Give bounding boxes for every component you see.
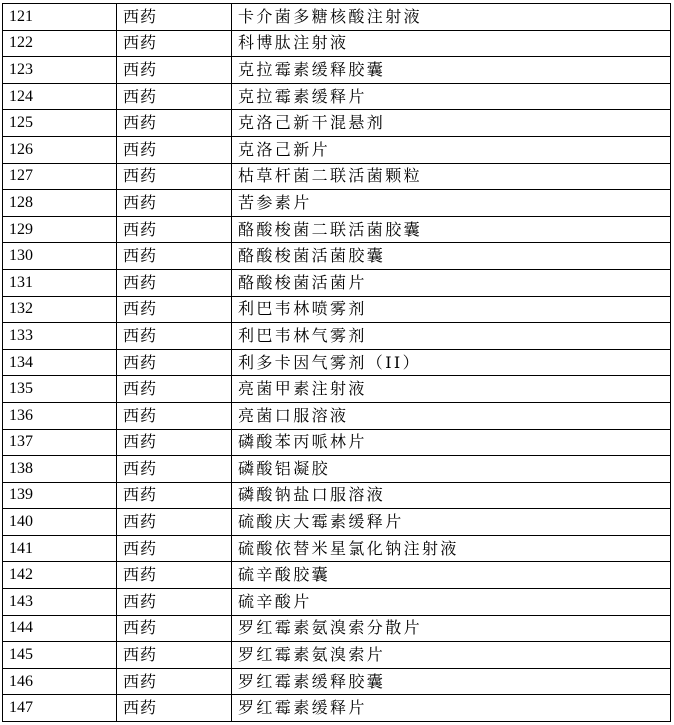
drug-type-cell: 西药 — [117, 349, 232, 376]
drug-type-cell: 西药 — [117, 589, 232, 616]
drug-type-cell: 西药 — [117, 190, 232, 217]
drug-type-cell: 西药 — [117, 642, 232, 669]
drug-list-table — [2, 3, 671, 722]
drug-name-cell: 硫辛酸胶囊 — [232, 562, 671, 589]
table-row — [3, 482, 671, 509]
table-row — [3, 216, 671, 243]
table-row — [3, 136, 671, 163]
drug-name-cell: 利巴韦林气雾剂 — [232, 323, 671, 350]
row-number-cell: 142 — [3, 562, 117, 589]
drug-type-cell: 西药 — [117, 163, 232, 190]
row-number-cell: 143 — [3, 589, 117, 616]
table-row — [3, 83, 671, 110]
drug-name-cell: 罗红霉素缓释胶囊 — [232, 668, 671, 695]
drug-name-cell: 磷酸苯丙哌林片 — [232, 429, 671, 456]
drug-name-cell: 罗红霉素氨溴索分散片 — [232, 615, 671, 642]
table-row — [3, 562, 671, 589]
table-row — [3, 269, 671, 296]
drug-name-cell: 硫酸庆大霉素缓释片 — [232, 509, 671, 536]
row-number-cell: 134 — [3, 349, 117, 376]
row-number-cell: 144 — [3, 615, 117, 642]
table-row — [3, 296, 671, 323]
table-row — [3, 323, 671, 350]
drug-name-cell: 磷酸钠盐口服溶液 — [232, 482, 671, 509]
drug-type-cell: 西药 — [117, 57, 232, 84]
drug-name-cell: 酪酸梭菌活菌片 — [232, 269, 671, 296]
drug-type-cell: 西药 — [117, 243, 232, 270]
row-number-cell: 129 — [3, 216, 117, 243]
row-number-cell: 121 — [3, 4, 117, 31]
row-number-cell: 132 — [3, 296, 117, 323]
drug-name-cell: 硫辛酸片 — [232, 589, 671, 616]
table-row — [3, 163, 671, 190]
table-row — [3, 243, 671, 270]
table-body — [3, 4, 671, 722]
drug-type-cell: 西药 — [117, 615, 232, 642]
drug-type-cell: 西药 — [117, 376, 232, 403]
row-number-cell: 123 — [3, 57, 117, 84]
drug-name-cell: 科博肽注射液 — [232, 30, 671, 57]
row-number-cell: 126 — [3, 136, 117, 163]
table-row — [3, 456, 671, 483]
row-number-cell: 140 — [3, 509, 117, 536]
drug-type-cell: 西药 — [117, 482, 232, 509]
row-number-cell: 135 — [3, 376, 117, 403]
drug-name-cell: 酪酸梭菌二联活菌胶囊 — [232, 216, 671, 243]
drug-name-cell: 苦参素片 — [232, 190, 671, 217]
row-number-cell: 130 — [3, 243, 117, 270]
drug-name-cell: 枯草杆菌二联活菌颗粒 — [232, 163, 671, 190]
drug-name-cell: 罗红霉素缓释片 — [232, 695, 671, 722]
row-number-cell: 124 — [3, 83, 117, 110]
row-number-cell: 141 — [3, 535, 117, 562]
drug-name-cell: 卡介菌多糖核酸注射液 — [232, 4, 671, 31]
drug-type-cell: 西药 — [117, 30, 232, 57]
row-number-cell: 146 — [3, 668, 117, 695]
drug-type-cell: 西药 — [117, 216, 232, 243]
table-row — [3, 642, 671, 669]
drug-name-cell: 罗红霉素氨溴索片 — [232, 642, 671, 669]
drug-name-cell: 硫酸依替米星氯化钠注射液 — [232, 535, 671, 562]
drug-type-cell: 西药 — [117, 136, 232, 163]
drug-name-cell: 克拉霉素缓释胶囊 — [232, 57, 671, 84]
table-row — [3, 4, 671, 31]
drug-type-cell: 西药 — [117, 562, 232, 589]
row-number-cell: 127 — [3, 163, 117, 190]
row-number-cell: 133 — [3, 323, 117, 350]
table-row — [3, 509, 671, 536]
table-row — [3, 349, 671, 376]
drug-name-cell: 克洛己新干混悬剂 — [232, 110, 671, 137]
drug-type-cell: 西药 — [117, 509, 232, 536]
table-row — [3, 429, 671, 456]
table-row — [3, 57, 671, 84]
row-number-cell: 138 — [3, 456, 117, 483]
drug-name-cell: 利巴韦林喷雾剂 — [232, 296, 671, 323]
drug-name-cell: 酪酸梭菌活菌胶囊 — [232, 243, 671, 270]
drug-name-cell: 克拉霉素缓释片 — [232, 83, 671, 110]
table-row — [3, 402, 671, 429]
drug-type-cell: 西药 — [117, 4, 232, 31]
table-row — [3, 695, 671, 722]
drug-type-cell: 西药 — [117, 296, 232, 323]
drug-type-cell: 西药 — [117, 456, 232, 483]
table-row — [3, 668, 671, 695]
drug-type-cell: 西药 — [117, 695, 232, 722]
drug-name-cell: 亮菌甲素注射液 — [232, 376, 671, 403]
drug-type-cell: 西药 — [117, 429, 232, 456]
table-row — [3, 190, 671, 217]
drug-type-cell: 西药 — [117, 402, 232, 429]
row-number-cell: 122 — [3, 30, 117, 57]
table-row — [3, 535, 671, 562]
row-number-cell: 147 — [3, 695, 117, 722]
row-number-cell: 128 — [3, 190, 117, 217]
table-row — [3, 30, 671, 57]
row-number-cell: 131 — [3, 269, 117, 296]
drug-type-cell: 西药 — [117, 668, 232, 695]
table-row — [3, 589, 671, 616]
row-number-cell: 145 — [3, 642, 117, 669]
drug-type-cell: 西药 — [117, 535, 232, 562]
row-number-cell: 136 — [3, 402, 117, 429]
table-row — [3, 376, 671, 403]
drug-name-cell: 亮菌口服溶液 — [232, 402, 671, 429]
drug-type-cell: 西药 — [117, 323, 232, 350]
drug-name-cell: 磷酸铝凝胶 — [232, 456, 671, 483]
table-row — [3, 615, 671, 642]
table-row — [3, 110, 671, 137]
row-number-cell: 125 — [3, 110, 117, 137]
drug-name-cell: 克洛己新片 — [232, 136, 671, 163]
drug-type-cell: 西药 — [117, 269, 232, 296]
drug-name-cell: 利多卡因气雾剂（II） — [232, 349, 671, 376]
row-number-cell: 137 — [3, 429, 117, 456]
drug-type-cell: 西药 — [117, 110, 232, 137]
drug-type-cell: 西药 — [117, 83, 232, 110]
row-number-cell: 139 — [3, 482, 117, 509]
